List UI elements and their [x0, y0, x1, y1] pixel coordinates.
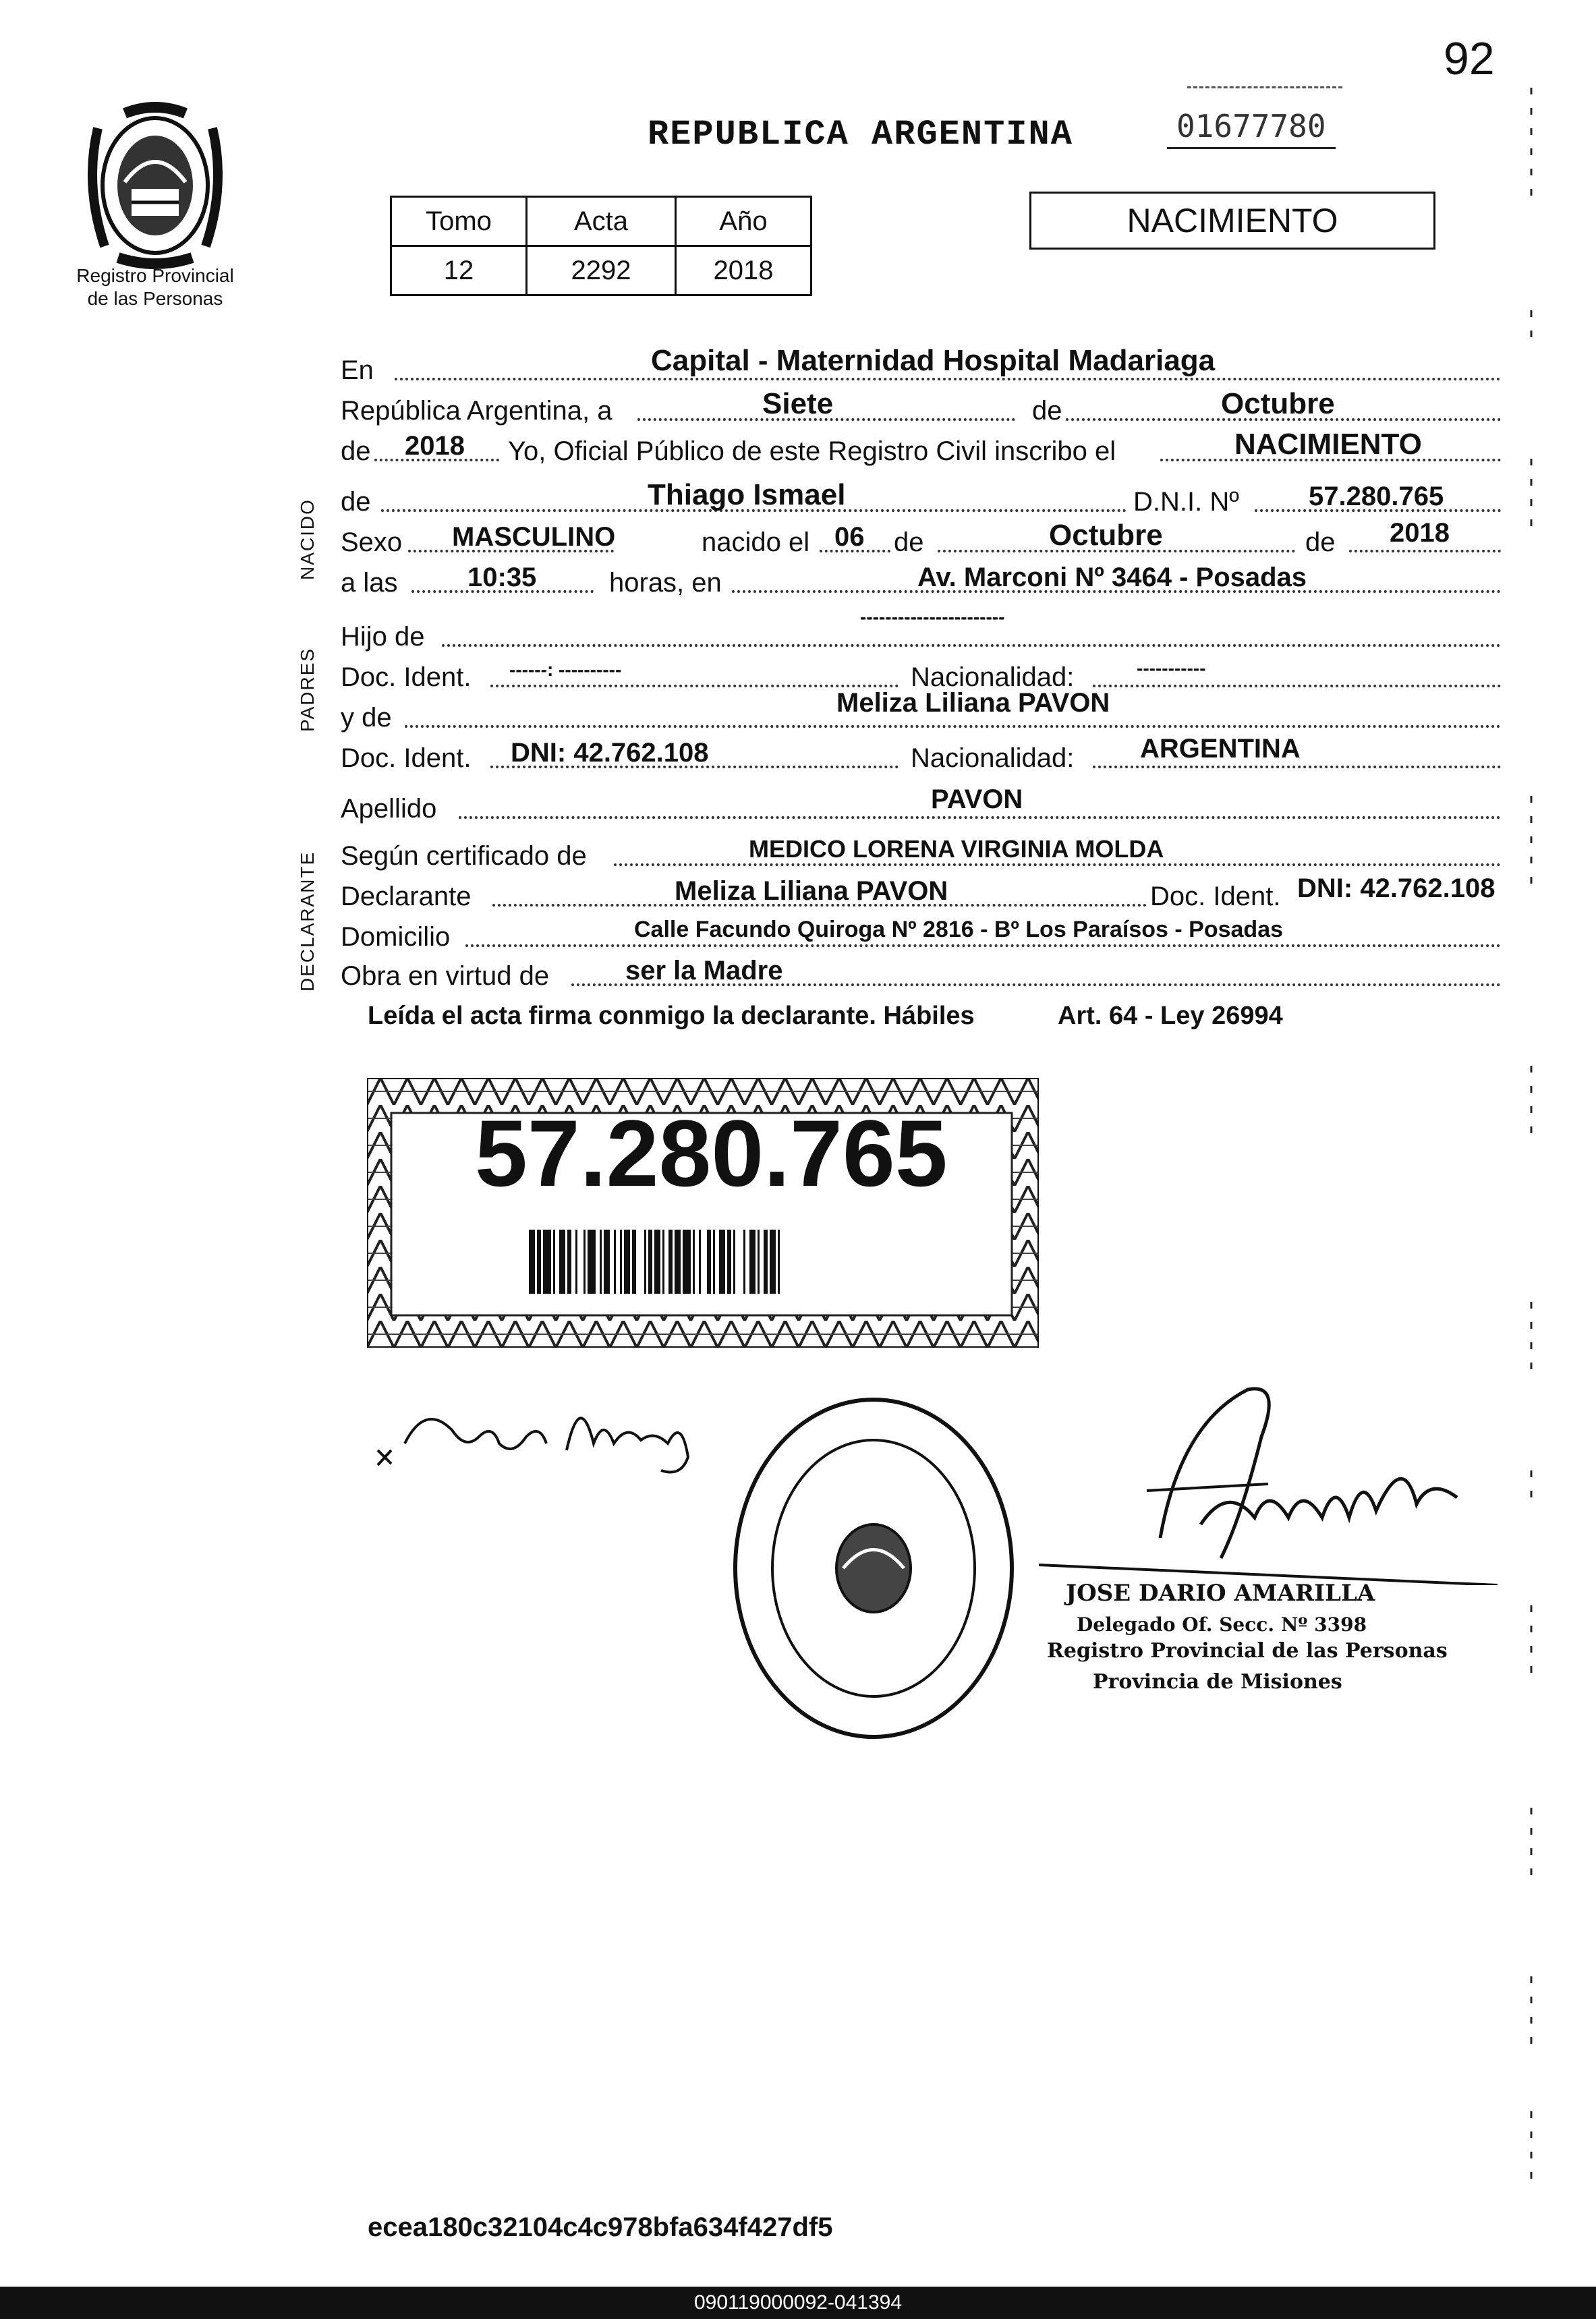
barcode-bar [713, 1230, 715, 1294]
label-yo: Yo, Oficial Público de este Registro Civil inscribo el [508, 436, 1116, 466]
barcode-bar [707, 1230, 711, 1294]
scan-margin-marks [1518, 54, 1545, 2212]
label-nac1: Nacionalidad: [911, 662, 1075, 692]
document-hash: ecea180c32104c4c978bfa634f427df5 [368, 2212, 833, 2242]
value-nac2: ARGENTINA [1140, 734, 1301, 764]
barcode-bar [588, 1230, 596, 1294]
value-nac-mes: Octubre [1049, 519, 1163, 552]
label-hijo: Hijo de [341, 622, 425, 652]
dotted-line [442, 644, 1501, 647]
dotted-line [405, 725, 1501, 728]
form-line-declarante [341, 874, 1501, 917]
barcode-bar [604, 1230, 610, 1294]
barcode-bar [553, 1230, 555, 1294]
value-obra: ser la Madre [625, 956, 783, 985]
label-domicilio: Domicilio [341, 922, 451, 952]
table-value-tomo: 12 [391, 246, 527, 295]
form-line-domicilio [341, 917, 1501, 958]
label-nac2: Nacionalidad: [911, 743, 1075, 773]
page-number: 92 [1444, 33, 1495, 84]
table-header-anio: Año [676, 197, 811, 246]
serial-number: 01677780 [1167, 108, 1336, 149]
label-republica: República Argentina, a [341, 396, 612, 426]
value-doc2: DNI: 42.762.108 [511, 738, 709, 768]
dni-number-card [367, 1078, 1039, 1348]
form-line-hijo [341, 606, 1501, 658]
value-dni: 57.280.765 [1309, 482, 1444, 511]
barcode-bar [758, 1230, 760, 1294]
side-label-nacido: NACIDO [297, 498, 318, 580]
table-value-acta: 2292 [527, 246, 676, 295]
form-line-en [341, 344, 1501, 391]
form-line-apellido [341, 784, 1501, 830]
barcode-bar [719, 1230, 725, 1294]
barcode-bar [600, 1230, 602, 1294]
label-obra: Obra en virtud de [341, 961, 550, 991]
barcode-bar [644, 1230, 646, 1294]
barcode-bar [749, 1230, 756, 1294]
declarant-signature [364, 1376, 715, 1477]
form-line-obra [341, 956, 1501, 997]
table-value-anio: 2018 [676, 246, 811, 295]
side-label-padres: PADRES [297, 647, 318, 732]
province-coat-of-arms-logo [78, 101, 233, 270]
signatory-name: JOSE DARIO AMARILLA [1066, 1580, 1375, 1607]
value-nac-dia: 06 [834, 522, 865, 552]
form-line-hora [341, 563, 1501, 604]
value-hora: 10:35 [467, 563, 537, 592]
value-nombre: Thiago Ismael [648, 478, 846, 511]
signatory-province: Provincia de Misiones [1093, 1670, 1342, 1694]
form-line-madre [341, 688, 1501, 739]
value-en: Capital - Maternidad Hospital Madariaga [651, 344, 1216, 377]
barcode-bar [654, 1230, 660, 1294]
label-de5: de [1305, 527, 1336, 557]
label-apellido: Apellido [341, 794, 437, 824]
signatory-office: Registro Provincial de las Personas [1047, 1639, 1448, 1663]
value-domicilio: Calle Facundo Quiroga Nº 2816 - Bº Los Paraísos - Posadas [634, 917, 1284, 942]
value-segun: MEDICO LORENA VIRGINIA MOLDA [749, 835, 1164, 863]
signatory-title: Delegado Of. Secc. Nº 3398 [1077, 1613, 1367, 1636]
logo-caption [40, 264, 270, 310]
barcode-bar [662, 1230, 664, 1294]
value-hijo: ----------------------- [860, 606, 1005, 627]
value-nac-anio: 2018 [1390, 518, 1450, 548]
dni-card-number: 57.280.765 [475, 1100, 948, 1206]
label-nacido: nacido el [702, 527, 810, 557]
value-inscribe: NACIMIENTO [1234, 428, 1422, 461]
form-line-republica [341, 387, 1501, 432]
value-sexo: MASCULINO [452, 522, 616, 552]
table-header-tomo: Tomo [391, 197, 527, 246]
barcode-bar [575, 1230, 577, 1294]
dotted-line [1349, 550, 1501, 552]
barcode-bar [675, 1230, 681, 1294]
serial-overline [1187, 86, 1342, 88]
label-sexo: Sexo [341, 527, 403, 557]
dotted-line [490, 685, 899, 687]
value-declarante: Meliza Liliana PAVON [675, 876, 948, 906]
form-line-yo [341, 428, 1501, 472]
closing-law: Art. 64 - Ley 26994 [1058, 1002, 1283, 1030]
side-label-declarante: DECLARANTE [297, 851, 318, 992]
label-yde: y de [341, 703, 392, 733]
value-doc3: DNI: 42.762.108 [1297, 874, 1495, 903]
barcode-bar [668, 1230, 673, 1294]
value-nac1: ----------- [1137, 658, 1206, 679]
logo-caption-line1: Registro Provincial [76, 265, 234, 286]
label-de: de [1032, 396, 1062, 426]
value-anio: 2018 [405, 431, 465, 461]
barcode-bar [778, 1230, 780, 1294]
form-line-sexo [341, 518, 1501, 563]
label-de2: de [341, 436, 371, 466]
footer-code-bar: 090119000092-041394 [0, 2287, 1596, 2319]
barcode-bar [699, 1230, 701, 1294]
label-alas: a las [341, 568, 398, 598]
barcode-bar [733, 1230, 735, 1294]
closing-text: Leída el acta firma conmigo la declarante. Hábiles [368, 1002, 975, 1030]
barcode-bar [620, 1230, 622, 1294]
barcode-bar [743, 1230, 745, 1294]
official-oval-stamp [725, 1390, 1022, 1747]
table-header-acta: Acta [527, 197, 676, 246]
barcode-bar [764, 1230, 768, 1294]
value-madre: Meliza Liliana PAVON [836, 688, 1110, 718]
label-horas: horas, en [609, 568, 722, 598]
value-doc1: ------: ---------- [509, 659, 622, 680]
dotted-line [1093, 766, 1501, 768]
barcode-bar [624, 1230, 630, 1294]
form-line-doc2 [341, 734, 1501, 779]
registry-table [390, 196, 812, 296]
label-segun: Según certificado de [341, 841, 587, 871]
dotted-line [1093, 685, 1501, 687]
label-de3: de [341, 487, 371, 517]
dotted-line [614, 863, 1501, 866]
label-doc2: Doc. Ident. [341, 743, 472, 773]
value-mes: Octubre [1221, 387, 1335, 420]
value-lugar: Av. Marconi Nº 3464 - Posadas [917, 563, 1307, 592]
barcode-bar [583, 1230, 586, 1294]
dotted-line [395, 378, 1501, 380]
barcode-bar [559, 1230, 565, 1294]
label-de4: de [894, 527, 924, 557]
form-line-segun [341, 836, 1501, 877]
document-title: REPUBLICA ARGENTINA [648, 115, 1073, 154]
label-doc1: Doc. Ident. [341, 662, 472, 692]
label-en: En [341, 355, 374, 385]
barcode-bar [693, 1230, 695, 1294]
value-apellido: PAVON [931, 784, 1023, 814]
barcode-bar [727, 1230, 731, 1294]
value-dia: Siete [762, 387, 834, 420]
logo-caption-line2: de las Personas [87, 288, 223, 309]
dotted-line [465, 944, 1501, 947]
barcode-bar [648, 1230, 652, 1294]
label-declarante: Declarante [341, 882, 472, 911]
barcode-bar [632, 1230, 636, 1294]
label-doc3: Doc. Ident. [1150, 882, 1281, 911]
barcode-bar [614, 1230, 616, 1294]
label-dni: D.N.I. Nº [1133, 487, 1239, 517]
barcode-bar [683, 1230, 691, 1294]
barcode-bar [543, 1230, 551, 1294]
act-type-box: NACIMIENTO [1029, 192, 1435, 250]
form-line-nombre [341, 478, 1501, 523]
official-signature [1025, 1383, 1511, 1585]
barcode-bar [529, 1230, 535, 1294]
barcode-bar [770, 1230, 776, 1294]
barcode-bar [567, 1230, 571, 1294]
dotted-line [459, 816, 1501, 819]
barcode-bar [537, 1230, 541, 1294]
